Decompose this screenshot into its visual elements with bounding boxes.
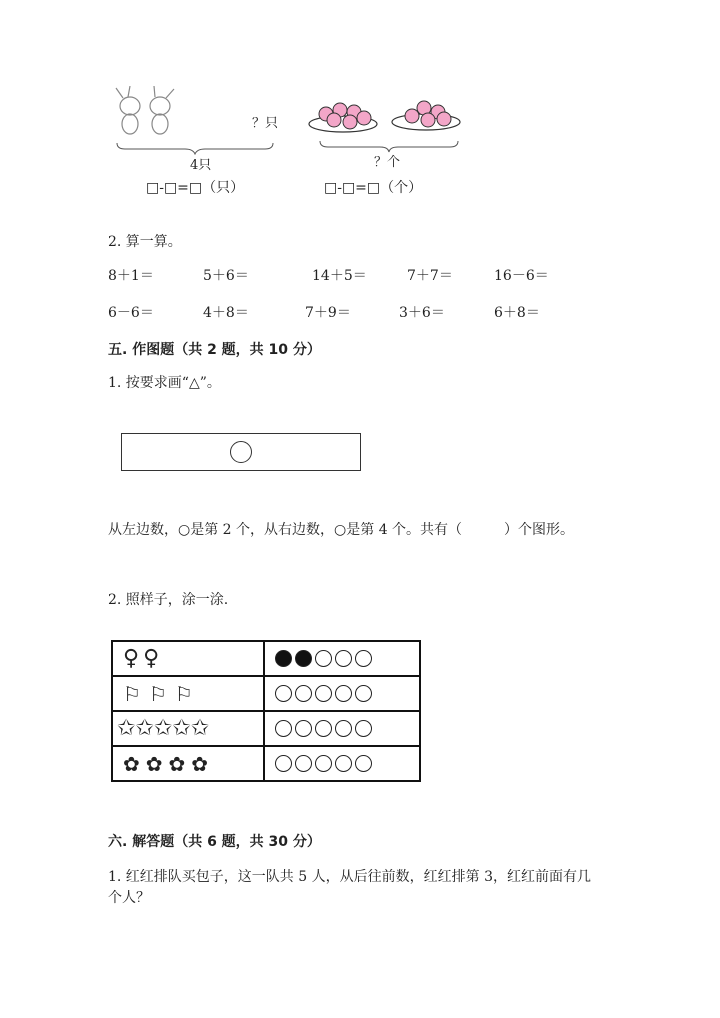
rabbits-question: ？只: [252, 116, 279, 131]
circle-empty[interactable]: [315, 650, 332, 667]
circle-empty[interactable]: [295, 720, 312, 737]
section6-q1-line1: 1. 红红排队买包子，这一队共 5 人，从后往前数，红红排第 3，红红前面有几: [108, 869, 591, 885]
calc-item: 6＋8＝: [494, 305, 540, 321]
table-row: [112, 676, 420, 711]
circle-shape: [230, 441, 252, 463]
calc-item: 3＋6＝: [399, 305, 445, 321]
circle-empty[interactable]: [295, 755, 312, 772]
circle-empty[interactable]: [355, 685, 372, 702]
flag-icon: ⚐: [174, 681, 201, 706]
balloon-cell: [112, 641, 264, 676]
circle-empty[interactable]: [355, 720, 372, 737]
calc-item: 8＋1＝: [108, 268, 154, 284]
section5-q2-heading: 2. 照样子，涂一涂.: [108, 592, 229, 608]
flag-icon: ⚐: [123, 681, 149, 706]
balloon-icon: ♀: [123, 646, 144, 671]
circle-empty[interactable]: [275, 685, 292, 702]
rabbits-formula: □-□=□（只）: [146, 180, 245, 196]
circle-empty[interactable]: [315, 685, 332, 702]
star-icon: ✩: [135, 716, 154, 741]
balloon-icon: ♀: [143, 646, 164, 671]
flower-icon: ✿: [123, 751, 146, 776]
shape-box[interactable]: [121, 433, 361, 471]
balloon-icon-group: [113, 642, 263, 675]
section5-title: 五. 作图题（共 2 题，共 10 分）: [108, 342, 321, 358]
calc-item: 7＋7＝: [407, 268, 453, 284]
calc-item: 6－6＝: [108, 305, 154, 321]
table-row: [112, 746, 420, 781]
calc-item: 14＋5＝: [312, 268, 367, 284]
circles-cell[interactable]: [264, 746, 420, 781]
circle-empty[interactable]: [335, 755, 352, 772]
peaches-formula: □-□=□（个）: [324, 180, 423, 196]
circle-empty[interactable]: [275, 755, 292, 772]
calc-item: 5＋6＝: [203, 268, 249, 284]
circle-empty[interactable]: [315, 755, 332, 772]
table-row: [112, 711, 420, 746]
q2-heading: 2. 算一算。: [108, 234, 182, 250]
star-cell: [112, 711, 264, 746]
flag-cell: [112, 676, 264, 711]
calc-item: 7＋9＝: [305, 305, 351, 321]
table-row: [112, 641, 420, 676]
circle-empty[interactable]: [355, 650, 372, 667]
calc-item: 16－6＝: [494, 268, 549, 284]
peaches-question: ？个: [374, 155, 401, 170]
circle-empty[interactable]: [275, 720, 292, 737]
flower-icon: ✿: [191, 751, 215, 776]
section5-q1-heading: 1. 按要求画“△”。: [108, 375, 221, 391]
circle-empty[interactable]: [355, 755, 372, 772]
circle-empty[interactable]: [335, 720, 352, 737]
flower-cell: [112, 746, 264, 781]
peaches-illustration: [306, 94, 466, 138]
circle-empty[interactable]: [295, 685, 312, 702]
star-icon: ✩: [117, 716, 136, 741]
circles-cell[interactable]: [264, 641, 420, 676]
section5-q1-text: 从左边数，○是第 2 个，从右边数，○是第 4 个。共有（ ）个图形。: [108, 522, 575, 538]
circle-empty[interactable]: [335, 685, 352, 702]
rabbits-illustration: [110, 86, 180, 138]
circle-empty[interactable]: [335, 650, 352, 667]
circles-cell[interactable]: [264, 711, 420, 746]
circle-filled[interactable]: [295, 650, 312, 667]
flower-icon: ✿: [168, 751, 192, 776]
coloring-table: [111, 640, 421, 782]
circle-empty[interactable]: [315, 720, 332, 737]
calc-item: 4＋8＝: [203, 305, 249, 321]
star-icon: ✩: [153, 716, 173, 741]
star-icon: ✩: [172, 716, 191, 741]
star-icon: ✩: [190, 716, 210, 741]
section6-q1-line2: 个人？: [108, 890, 150, 906]
section6-title: 六. 解答题（共 6 题，共 30 分）: [108, 834, 321, 850]
circle-filled[interactable]: [275, 650, 292, 667]
flower-icon: ✿: [145, 751, 169, 776]
circles-cell[interactable]: [264, 676, 420, 711]
rabbits-count-label: 4只: [190, 158, 212, 173]
flag-icon: ⚐: [148, 681, 175, 706]
